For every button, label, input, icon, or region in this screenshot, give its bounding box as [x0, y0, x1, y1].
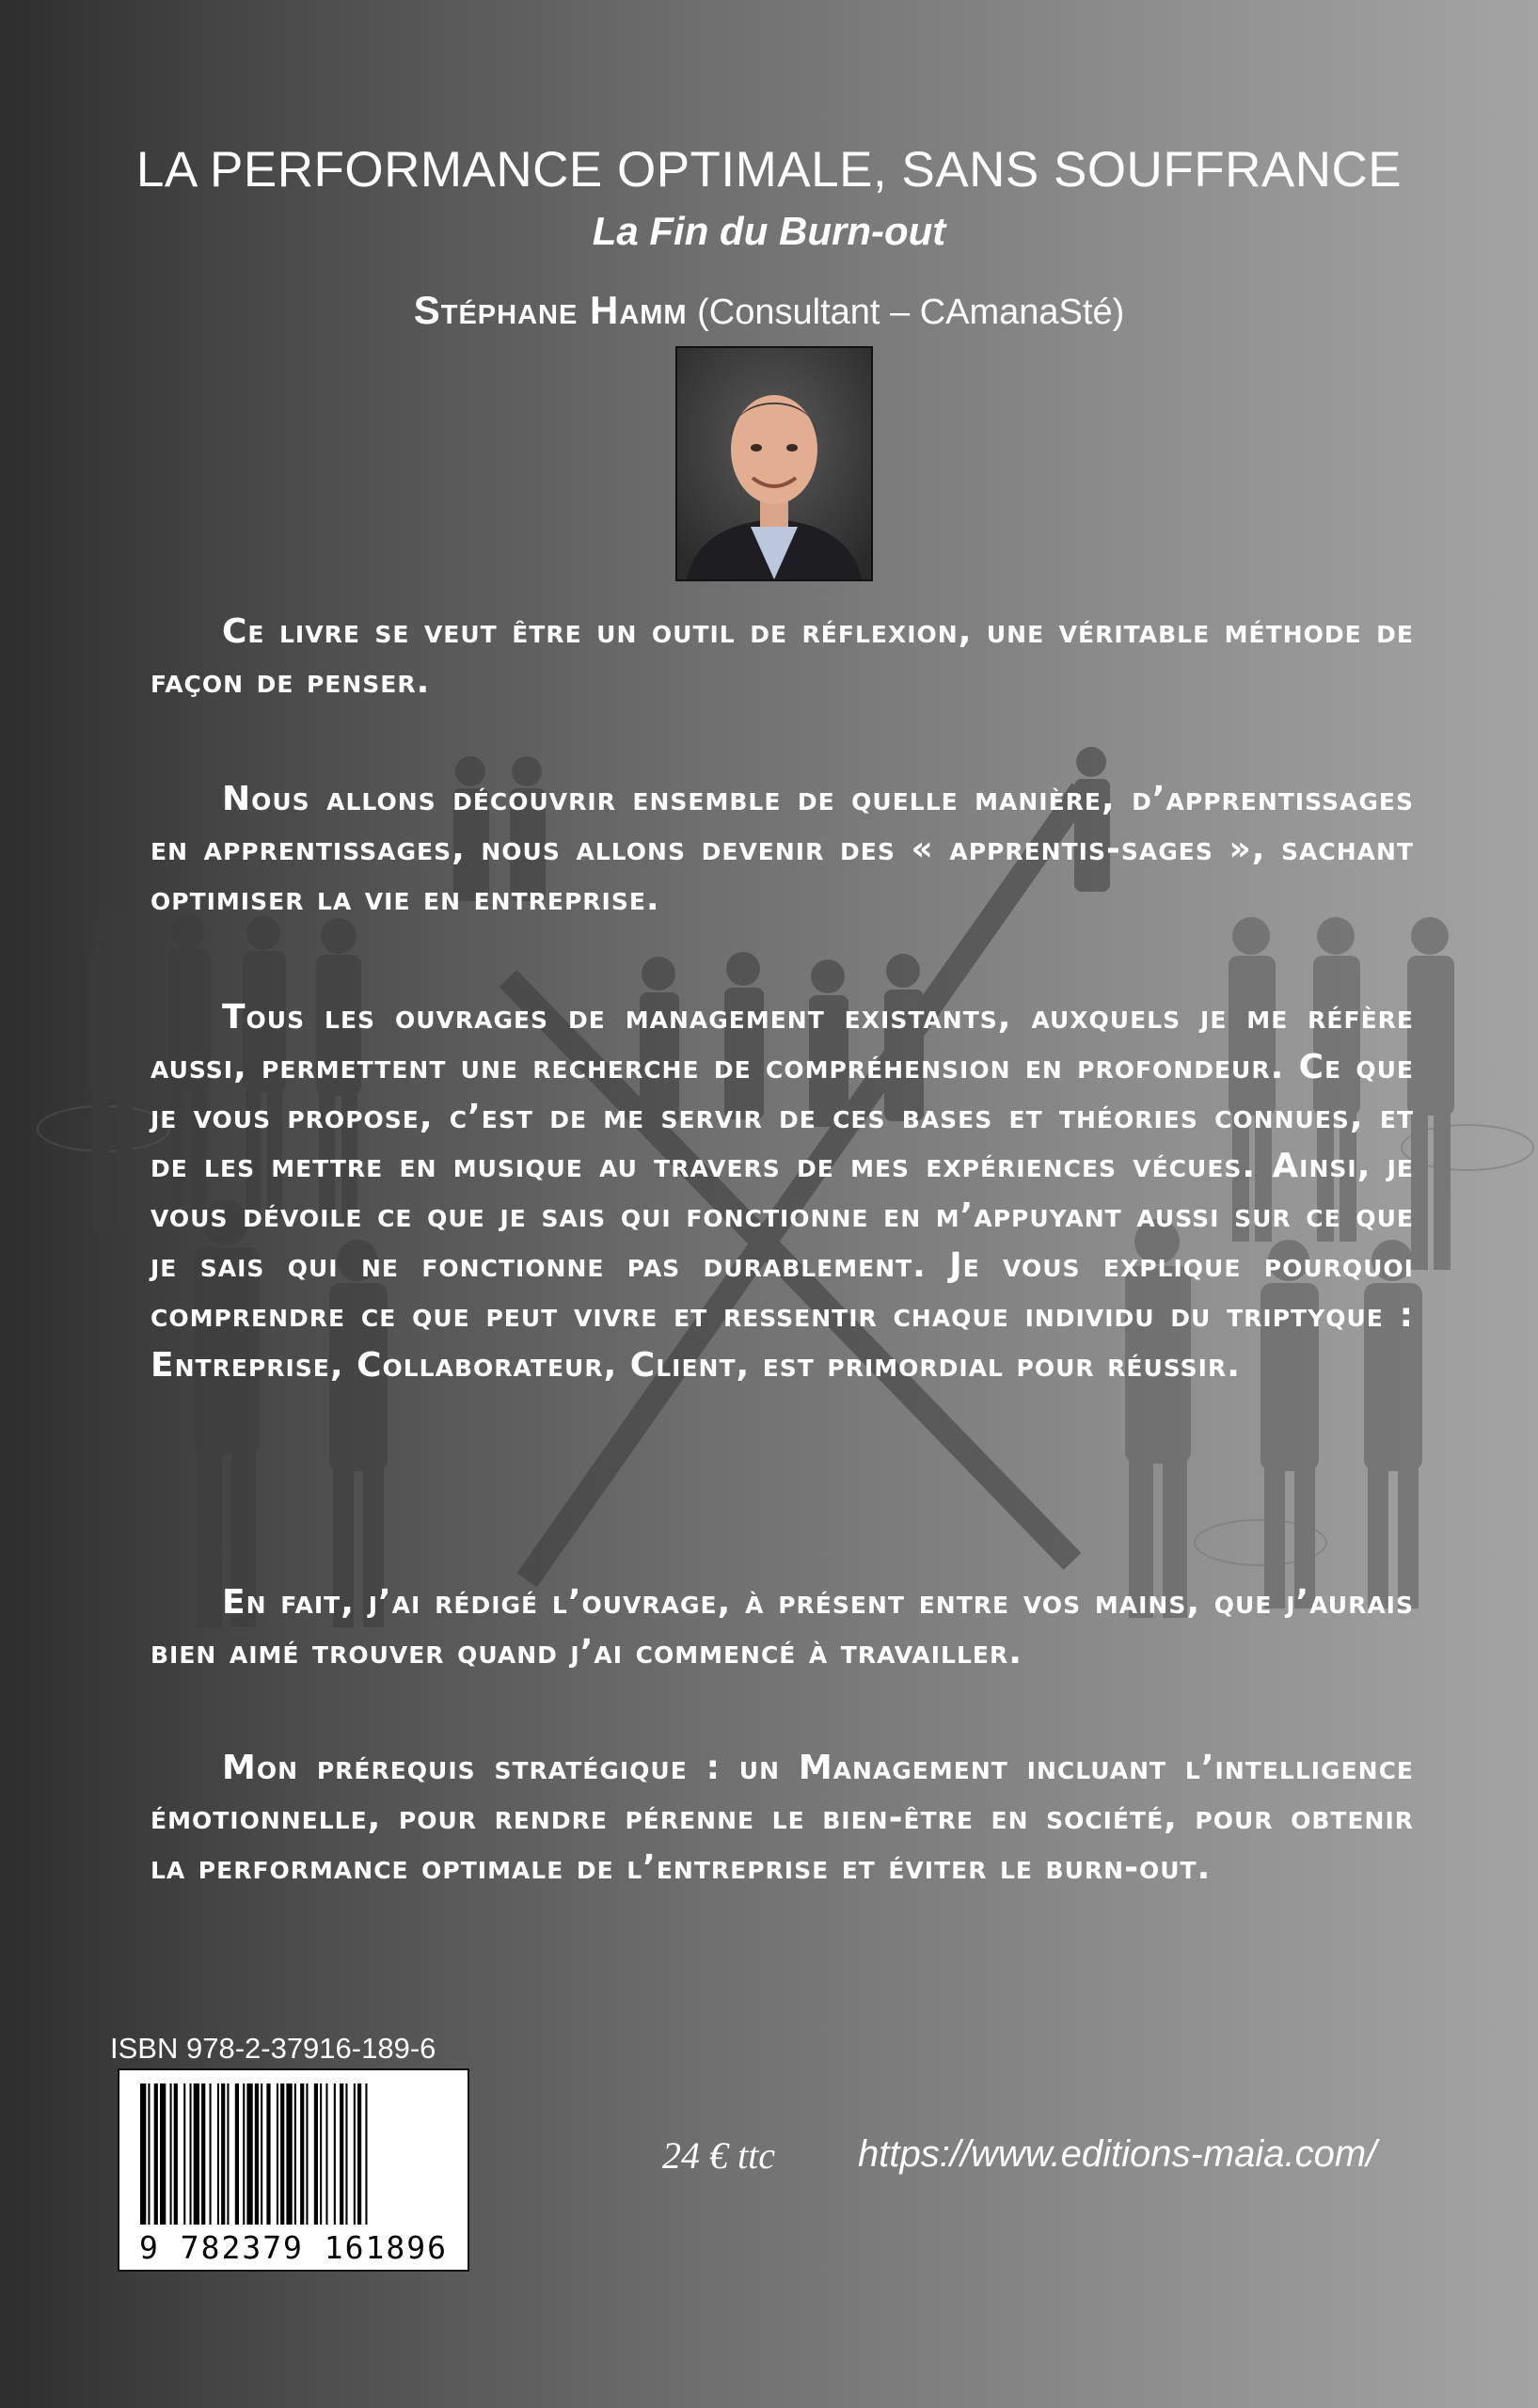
- author-role: (Consultant – CAmanaSté): [697, 293, 1125, 332]
- barcode-bars: [119, 2070, 468, 2226]
- author-photo: [675, 346, 873, 581]
- book-subtitle: La Fin du Burn-out: [592, 209, 946, 253]
- book-title: LA PERFORMANCE OPTIMALE, SANS SOUFFRANCE: [135, 142, 1403, 198]
- barcode: [118, 2068, 469, 2272]
- body-paragraph-2: Nous allons découvrir ensemble de quelle manière, d’apprentissages en apprentissages, nous allons devenir des « apprentis-sages », sachant optimiser la vie en entreprise.: [151, 780, 1414, 918]
- author-portrait-image: [677, 348, 871, 579]
- body-paragraph-3: Tous les ouvrages de management existants, auxquels je me réfère aussi, permettent une recherche de compréhension en profondeur. Ce que je vous propose, c’est de me servir de ces bases et théories connues, et de les mettre en musique au travers de mes expériences vécues. Ainsi, je vous dévoile ce que je sais qui fonctionne en m’appuyant aussi sur ce que je sais qui ne fonctionne pas durablement. Je vous explique pourquoi comprendre ce que peut vivre et ressentir chaque individu du triptyque : Entreprise, Collaborateur, Client, est primordial pour réussir.: [151, 998, 1414, 1385]
- body-paragraph-1: Ce livre se veut être un outil de réflexion, une véritable méthode de façon de penser.: [151, 612, 1414, 701]
- isbn-label: ISBN 978-2-37916-189-6: [110, 2032, 436, 2065]
- body-paragraph-5: Mon prérequis stratégique : un Management incluant l’intelligence émotionnelle, pour rendre pérenne le bien-être en société, pour obtenir la performance optimale de l’entreprise et éviter le burn-out.: [151, 1749, 1414, 1887]
- publisher-url: https://www.editions-maia.com/: [858, 2133, 1377, 2175]
- barcode-digits: 9 782379 161896: [138, 2229, 448, 2266]
- author-name: Stéphane Hamm: [413, 288, 688, 332]
- body-paragraph-4: En fait, j’ai rédigé l’ouvrage, à présent entre vos mains, que j’aurais bien aimé trouver quand j’ai commencé à travailler.: [151, 1583, 1414, 1671]
- author-line: [0, 288, 1538, 333]
- price-label: 24 € ttc: [662, 2134, 775, 2177]
